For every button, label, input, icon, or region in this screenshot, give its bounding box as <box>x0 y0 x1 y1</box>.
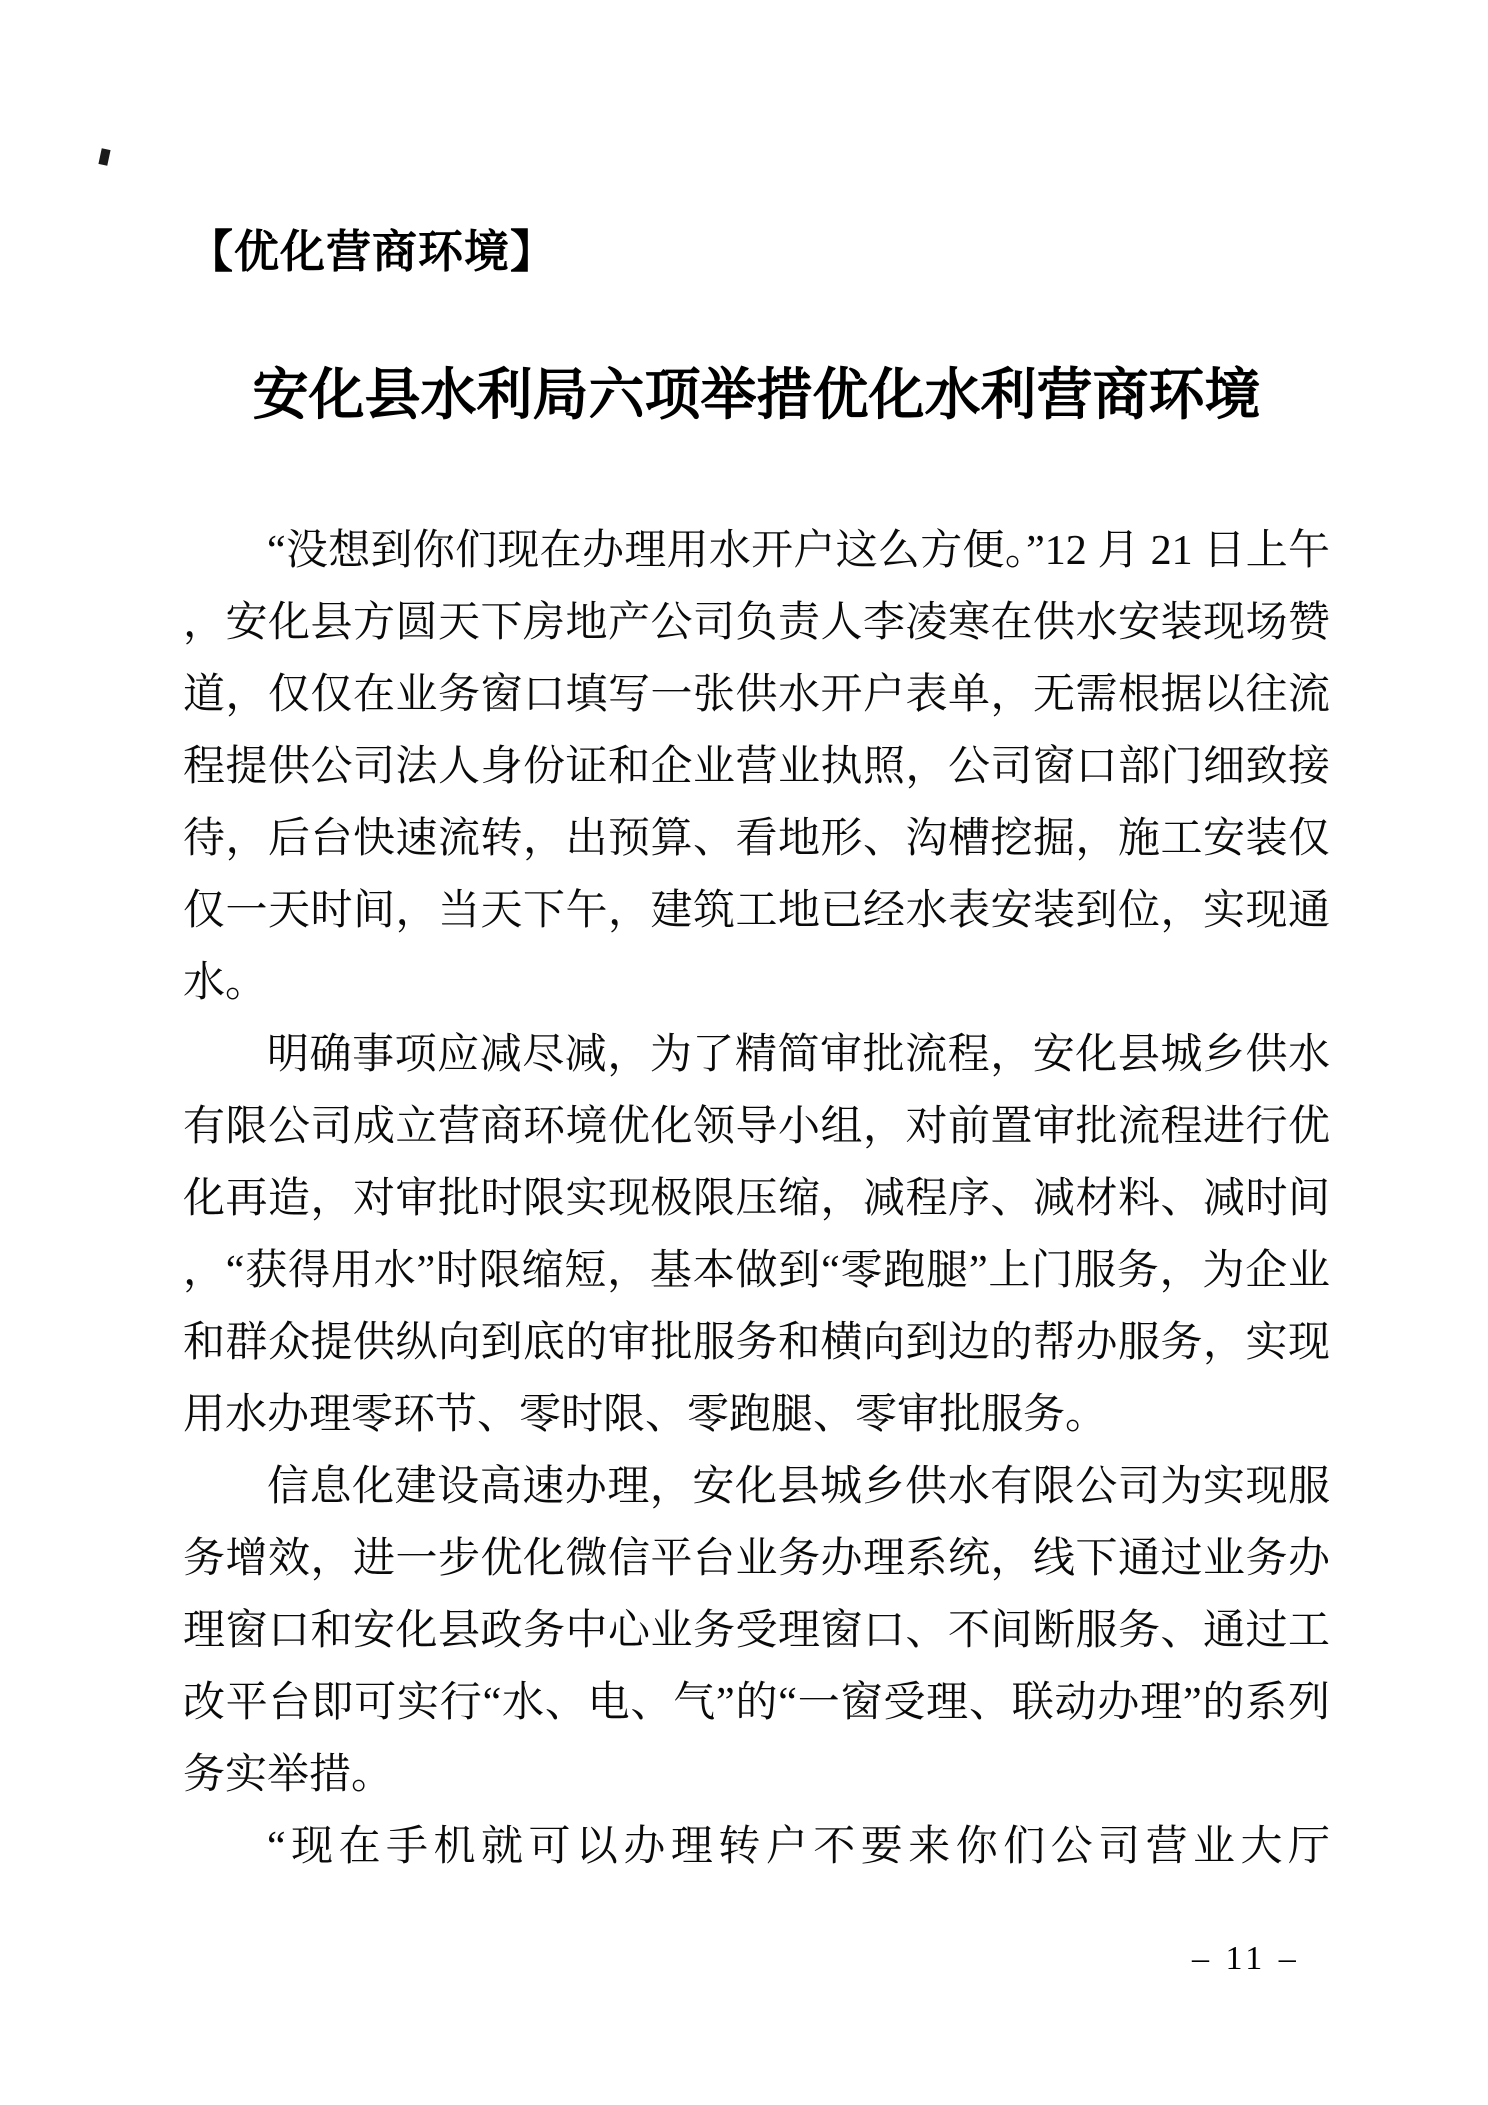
paragraph: “没想到你们现在办理用水开户这么方便。”12 月 21 日上午，安化县方圆天下房地产公司负责人李凌寒在供水安装现场赞道，仅仅在业务窗口填写一张供水开户表单，无需根据以往流程提供公司法人身份证和企业营业执照，公司窗口部门细致接待，后台快速流转，出预算、看地形、沟槽挖掘，施工安装仅仅一天时间，当天下午，建筑工地已经水表安装到位，实现通水。 <box>183 528 1330 1006</box>
paragraph: “现在手机就可以办理转户不要来你们公司营业大厅 <box>267 1824 1330 1870</box>
scan-speck <box>98 148 110 166</box>
section-header: 【优化营商环境】 <box>188 226 557 277</box>
page-title: 安化县水利局六项举措优化水利营商环境 <box>252 362 1261 428</box>
paragraph: 信息化建设高速办理，安化县城乡供水有限公司为实现服务增效，进一步优化微信平台业务办理系统，线下通过业务办理窗口和安化县政务中心业务受理窗口、不间断服务、通过工改平台即可实行“水、电、气”的“一窗受理、联动办理”的系列务实举措。 <box>183 1464 1330 1798</box>
paragraph: 明确事项应减尽减，为了精简审批流程，安化县城乡供水有限公司成立营商环境优化领导小组，对前置审批流程进行优化再造，对审批时限实现极限压缩，减程序、减材料、减时间，“获得用水”时限缩短，基本做到“零跑腿”上门服务，为企业和群众提供纵向到底的审批服务和横向到边的帮办服务，实现用水办理零环节、零时限、零跑腿、零审批服务。 <box>183 1032 1330 1438</box>
page-number: – 11 – <box>1192 1940 1300 1977</box>
body-text <box>183 515 1330 1883</box>
